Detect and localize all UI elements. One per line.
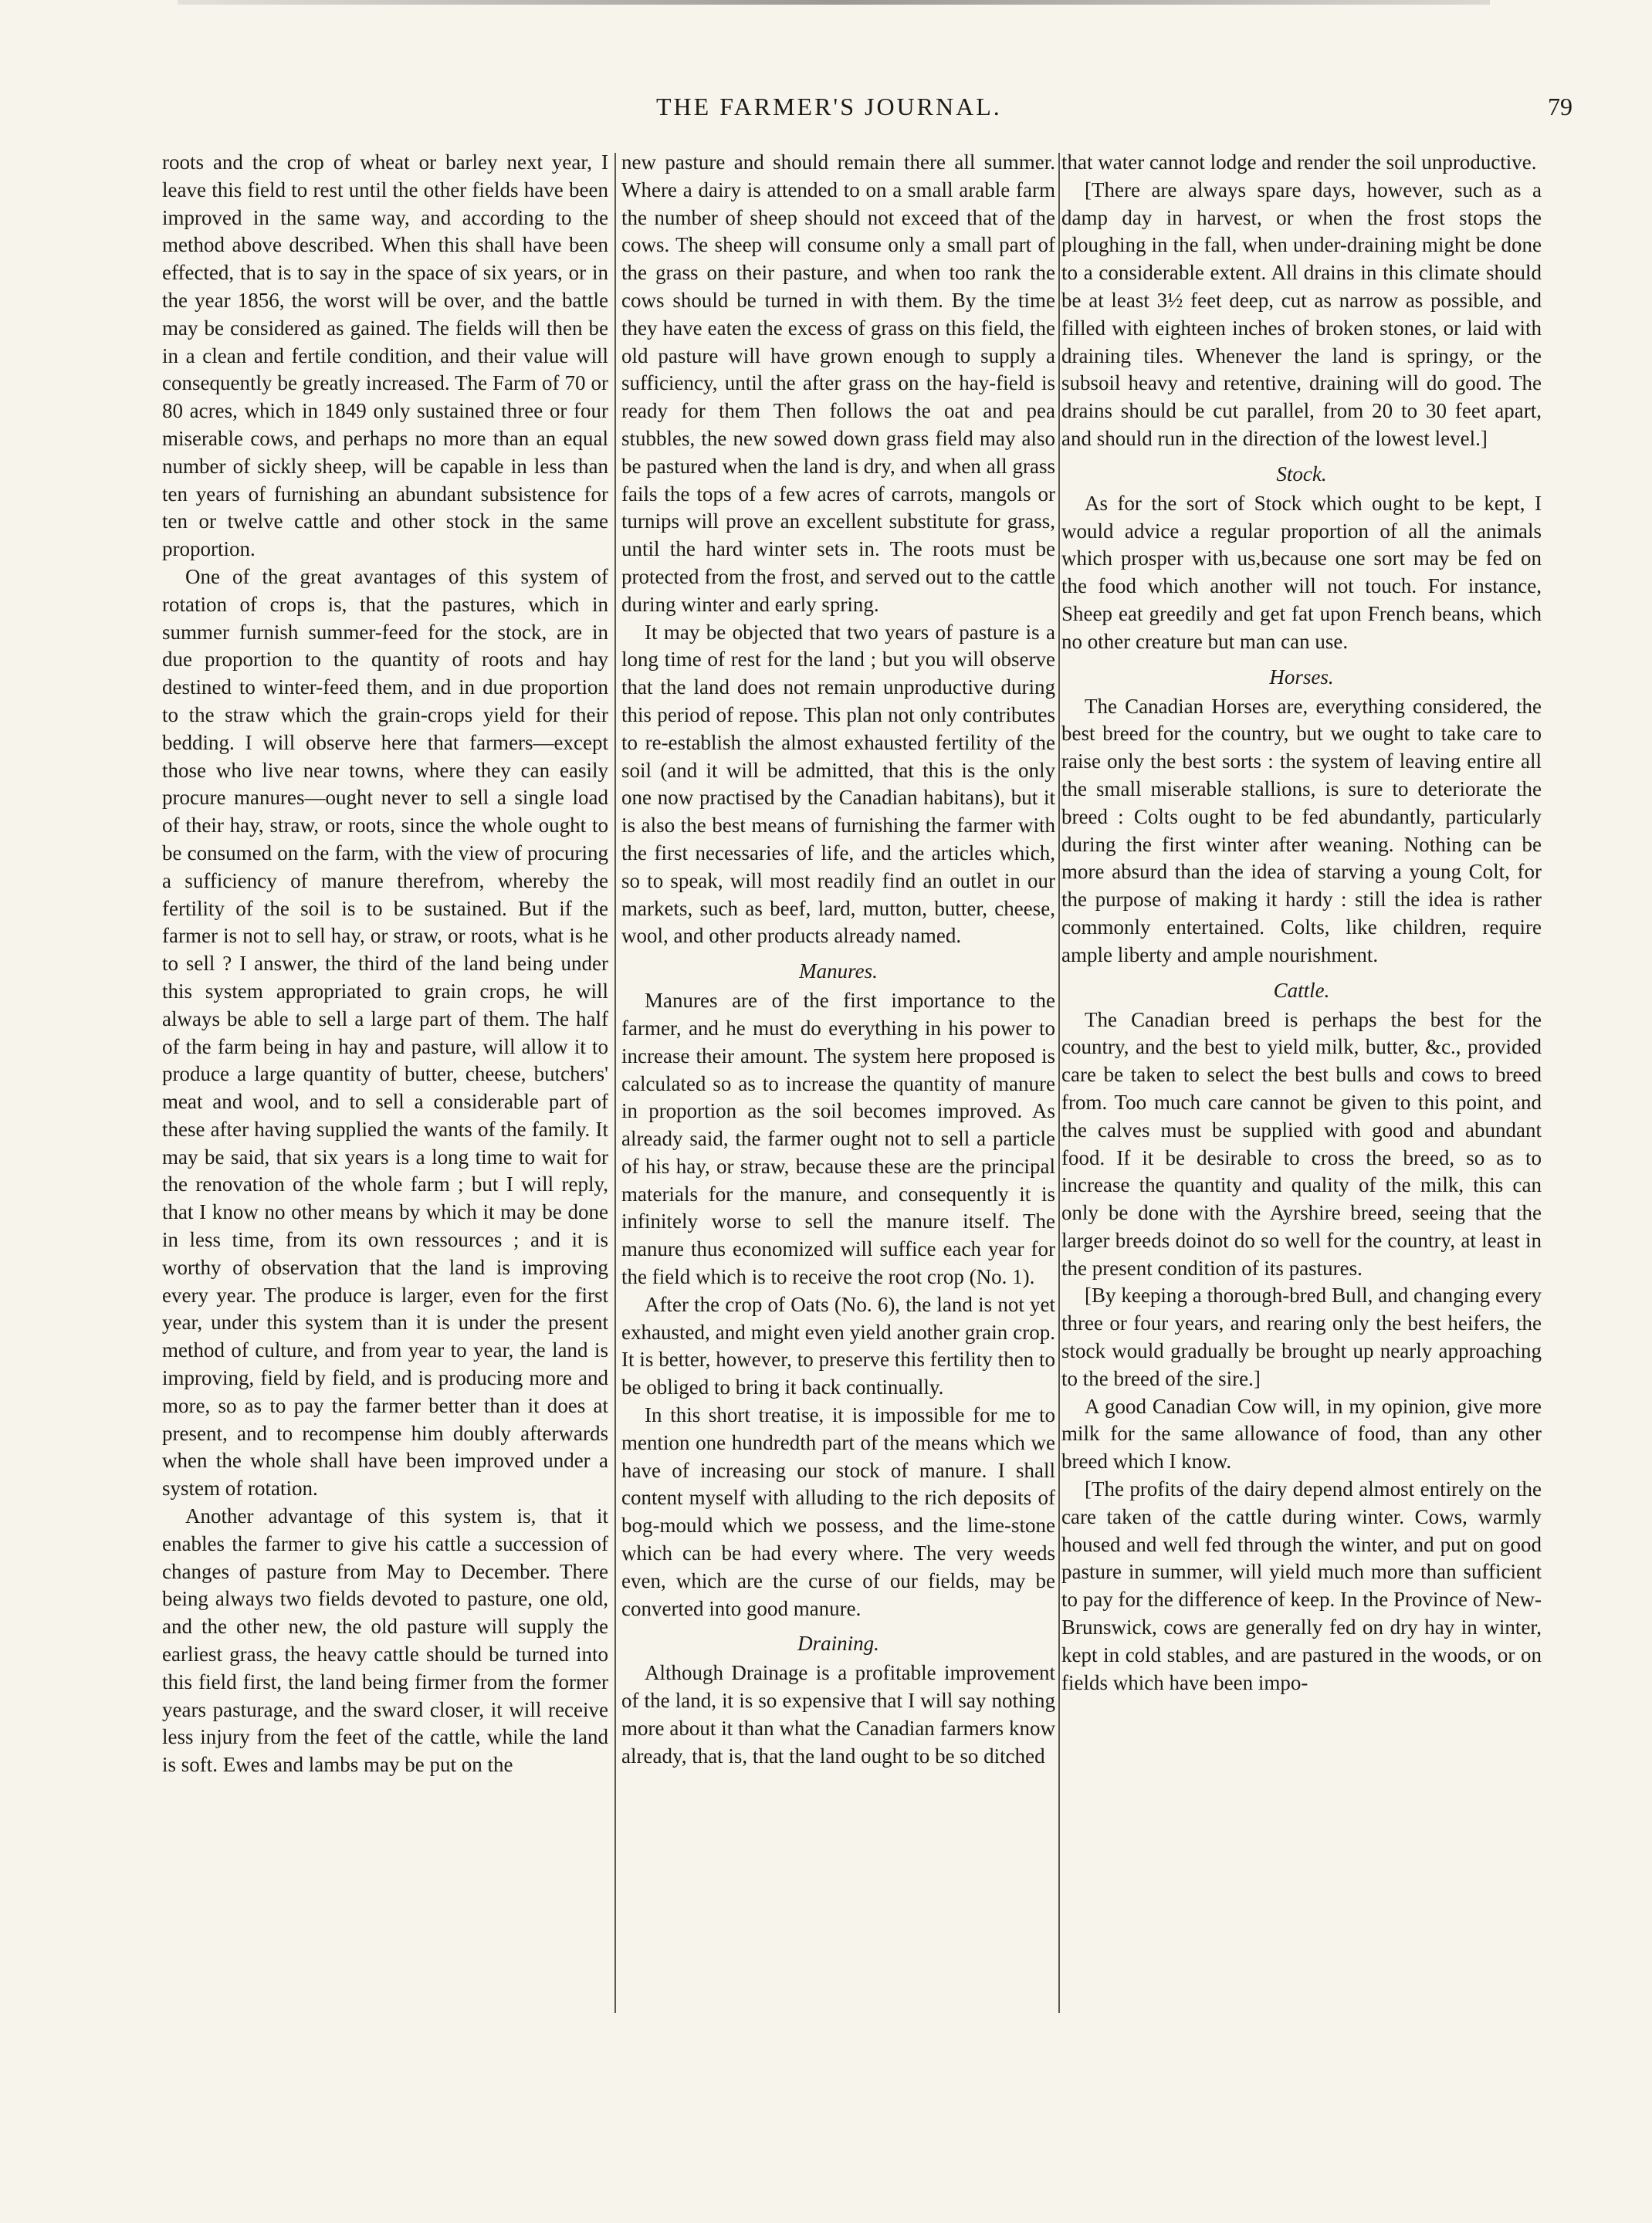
section-heading-draining: Draining. xyxy=(797,1632,879,1656)
paragraph: Another advantage of this system is, that it enables the farmer to give his cattle a succession of changes of pasture from May to December. There being always two fields devoted to pasture, one old, and the other new, the old pasture will supply the earliest grass, the heavy cattle should be turned into this field first, the land being firmer from the former years pasturage, and the sward closer, it will receive less injury from the feet of the cattle, while the land is soft. Ewes and lambs may be put on the xyxy=(162,1504,608,1777)
paragraph: One of the great avantages of this system of rotation of crops is, that the pastures, which in summer furnish summer-feed for the stock, are in due proportion to the quantity of roots and hay destined to winter-feed them, and in due proportion to the straw which the grain-crops yield for their bedding. I will observe here that farmers—except those who live near towns, where they can easily procure manures—ought never to sell a single load of their hay, straw, or roots, since the whole ought to be consumed on the farm, with the view of procuring a sufficiency of manure therefrom, whereby the fertility of the soil is to be sustained. But if the farmer is not to sell hay, or straw, or roots, what is he to sell ? I answer, the third of the land being under this system appropriated to grain crops, he will always be able to sell a large part of them. The half of the farm being in hay and pasture, will allow it to produce a large quantity of butter, cheese, butchers' meat and wool, and to sell a considerable part of these after having supplied the wants of the family. It may be said, that six years is a long time to wait for the renovation of the whole farm ; but I will reply, that I know no other means by which it may be done in less time, from its own ressources ; and it is worthy of observation that the land is improving every year. The produce is larger, even for the first year, under this system than it is under the present method of culture, and from year to year, the land is improving, field by field, and is producing more and more, so as to pay the farmer better than it does at present, and to recompense him doubly afterwards when the whole shall have been improved under a system of rotation. xyxy=(162,564,608,1501)
paragraph: that water cannot lodge and render the soil unproductive. xyxy=(1061,151,1537,174)
paragraph: The Canadian breed is perhaps the best for the country, and the best to yield milk, butter, &c., provided care be taken to select the best bulls and cows to breed from. Too much care cannot be given to this point, and the calves must be supplied with good and abundant food. If it be desirable to cross the breed, so as to increase the quantity and quality of the milk, this can only be done with the Ayrshire breed, seeing that the larger breeds doinot do so well for the country, at least in the present condition of its pastures. xyxy=(1061,1007,1542,1280)
column-divider xyxy=(1058,153,1060,2013)
text-column-right xyxy=(1061,149,1542,2015)
paragraph: [The profits of the dairy depend almost entirely on the care taken of the cattle during winter. Cows, warmly housed and well fed through the winter, and put on good pasture in summer, will yield much more than sufficient to pay for the difference of keep. In the Province of New-Brunswick, cows are generally fed on dry hay in winter, kept in cold stables, and are pastured in the woods, or on fields which have been impo- xyxy=(1061,1477,1542,1694)
paragraph: In this short treatise, it is impossible for me to mention one hundredth part of the means which we have of increasing our stock of manure. I shall content myself with alluding to the rich deposits of bog-mould which we possess, and the lime-stone which can be had every where. The very weeds even, which are the curse of our fields, may be converted into good manure. xyxy=(621,1403,1055,1620)
section-heading-cattle: Cattle. xyxy=(1273,978,1330,1002)
text-column-left xyxy=(162,149,608,2015)
paragraph: The Canadian Horses are, everything considered, the best breed for the country, but we ought to take care to raise only the best sorts : the system of leaving entire all the small miserable stallions, is sure to deteriorate the breed : Colts ought to be fed abundantly, particularly during the first winter after weaning. Nothing can be more absurd than the idea of starving a young Colt, for the purpose of making it hardy : still the idea is rather commonly entertained. Colts, like children, require ample liberty and ample nourishment. xyxy=(1061,694,1542,966)
page-header xyxy=(0,86,1652,133)
paragraph: Manures are of the first importance to the farmer, and he must do everything in his power to increase their amount. The system here proposed is calculated so as to increase the quantity of manure in proportion as the soil becomes improved. As already said, the farmer ought not to sell a particle of his hay, or straw, because these are the principal materials for the manure, and consequently it is infinitely worse to sell the manure itself. The manure thus economized will suffice each year for the field which is to receive the root crop (No. 1). xyxy=(621,989,1055,1289)
section-heading-manures: Manures. xyxy=(799,959,878,983)
section-heading-horses: Horses. xyxy=(1269,665,1334,689)
column-divider xyxy=(614,153,616,2013)
page-number: 79 xyxy=(1548,93,1572,120)
text-column-middle xyxy=(621,149,1055,2015)
paragraph: It may be objected that two years of pasture is a long time of rest for the land ; but you will observe that the land does not remain unproductive during this period of repose. This plan not only contributes to re-establish the almost exhausted fertility of the soil (and it will be admitted, that this is the only one now practised by the Canadian habitans), but it is also the best means of furnishing the farmer with the first necessaries of life, and the articles which, so to speak, will most readily find an outlet in our markets, such as beef, lard, mutton, butter, cheese, wool, and other products already named. xyxy=(621,620,1055,948)
paragraph: new pasture and should remain there all summer. Where a dairy is attended to on a small arable farm the number of sheep should not exceed that of the cows. The sheep will consume only a small part of the grass on their pasture, and when too rank the cows should be turned in with them. By the time they have eaten the excess of grass on this field, the old pasture will have grown enough to supply a sufficiency, until the after grass on the hay-field is ready for them Then follows the oat and pea stubbles, the new sowed down grass field may also be pastured when the land is dry, and when all grass fails the tops of a few acres of carrots, mangols or turnips will prove an excellent substitute for grass, until the hard winter sets in. The roots must be protected from the frost, and served out to the cattle during winter and early spring. xyxy=(621,151,1055,616)
paragraph: A good Canadian Cow will, in my opinion, give more milk for the same allowance of food, than any other breed which I know. xyxy=(1061,1394,1542,1474)
running-title: THE FARMER'S JOURNAL. xyxy=(656,93,1002,120)
paragraph: Although Drainage is a profitable improvement of the land, it is so expensive that I will say nothing more about it than what the Canadian farmers know already, that is, that the land ought to be so ditched xyxy=(621,1661,1055,1768)
paragraph: [By keeping a thorough-bred Bull, and changing every three or four years, and rearing only the best heifers, the stock would gradually be brought up nearly approaching to the breed of the sire.] xyxy=(1061,1284,1542,1390)
paragraph: After the crop of Oats (No. 6), the land is not yet exhausted, and might even yield another grain crop. It is better, however, to preserve this fertility then to be obliged to bring it back continually. xyxy=(621,1292,1055,1399)
page-top-edge xyxy=(178,0,1490,5)
section-heading-stock: Stock. xyxy=(1276,462,1327,486)
paragraph: [There are always spare days, however, such as a damp day in harvest, or when the frost stops the ploughing in the fall, when under-draining might be done to a considerable extent. All drains in this climate should be at least 3½ feet deep, cut as narrow as possible, and filled with eighteen inches of broken stones, or laid with draining tiles. Whenever the land is springy, or the subsoil heavy and retentive, draining will do good. The drains should be cut parallel, from 20 to 30 feet apart, and should run in the direction of the lowest level.] xyxy=(1061,178,1542,450)
paragraph: roots and the crop of wheat or barley next year, I leave this field to rest until the other fields have been improved in the same way, and according to the method above described. When this shall have been effected, that is to say in the space of six years, or in the year 1856, the worst will be over, and the battle may be considered as gained. The fields will then be in a clean and fertile condition, and their value will consequently be greatly increased. The Farm of 70 or 80 acres, which in 1849 only sustained three or four miserable cows, and perhaps no more than an equal number of sickly sheep, will be capable in less than ten years of furnishing an abundant subsistence for ten or twelve cattle and other stock in the same proportion. xyxy=(162,151,608,561)
paragraph: As for the sort of Stock which ought to be kept, I would advice a regular proportion of all the animals which prosper with us,because one sort may be fed on the food which another will not touch. For instance, Sheep eat greedily and get fat upon French beans, which no other creature but man can use. xyxy=(1061,491,1542,653)
